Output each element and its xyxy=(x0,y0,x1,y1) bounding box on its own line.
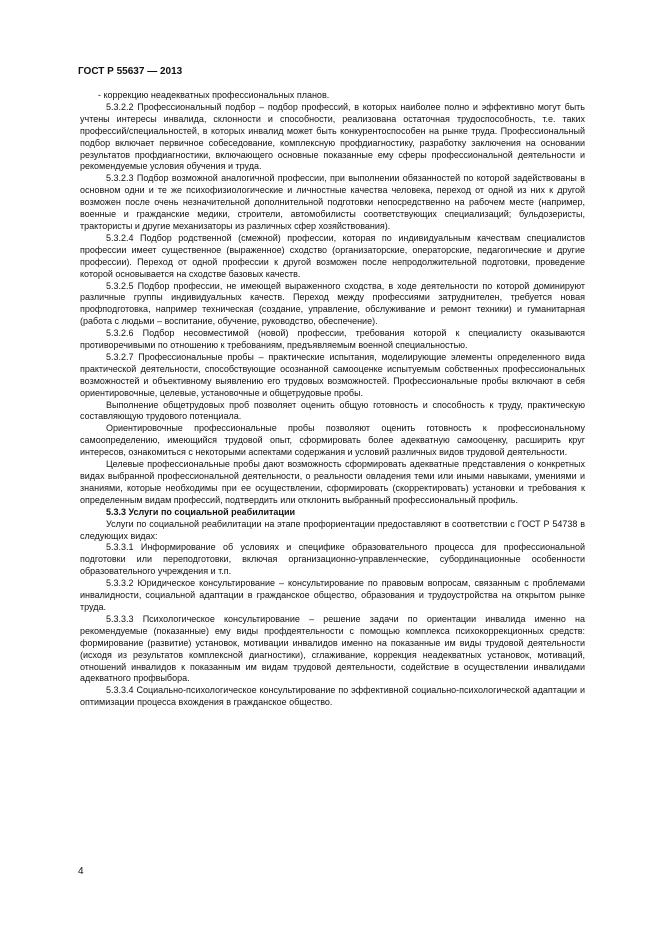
paragraph: 5.3.3.4 Социально-психологическое консультирование по эффективной социально-психологической адаптации и оптимизации процесса вхождения в гражданское общество. xyxy=(80,685,585,708)
paragraph: Целевые профессиональные пробы дают возможность сформировать адекватные представления о конкретных видах выбранной профессиональной деятельности, о реальности овладения теми или иными навыками, умениями и знаниями, которые необходимы при ее осуществлении, сформировать (скорректировать) установки и требования к определенным видам профессий, подтвердить или отклонить выбранный профессиональный профиль. xyxy=(80,459,585,505)
paragraph: 5.3.3.2 Юридическое консультирование – консультирование по правовым вопросам, связанным с проблемами инвалидности, социальной адаптации в гражданское общество, образования и трудоустройства на открытом рынке труда. xyxy=(80,578,585,612)
paragraph: 5.3.2.6 Подбор несовместимой (новой) профессии, требования которой к специалисту оказываются противоречивыми по отношению к требованиям, предъявляемым военной специальностью. xyxy=(80,328,585,351)
paragraph: 5.3.2.4 Подбор родственной (смежной) профессии, которая по индивидуальным качествам специалистов профессии имеет существенное (выраженное) сходство (организаторские, операторские, педагогические и другие профессии). Переход от одной профессии к другой возможен после непродолжительной подготовки, проведение которой основывается на сходстве базовых качеств. xyxy=(80,232,585,279)
section-heading: 5.3.3 Услуги по социальной реабилитации xyxy=(106,506,296,517)
paragraph: - коррекцию неадекватных профессиональных планов. xyxy=(98,90,330,100)
paragraph: 5.3.2.7 Профессиональные пробы – практические испытания, моделирующие элементы определенного вида практической деятельности, способствующие осознанной самооценке испытуемым собственных профессиональных возможностей и объективному выявлению его трудовых возможностей. Профессиональные пробы включают в себя ориентировочные, целевые, установочные и общетрудовые пробы. xyxy=(80,351,585,398)
document-body xyxy=(80,90,585,709)
paragraph: Услуги по социальной реабилитации на этапе профориентации предоставляют в соответствии с ГОСТ Р 54738 в следующих видах: xyxy=(80,518,585,541)
standard-header: ГОСТ Р 55637 — 2013 xyxy=(78,66,183,77)
paragraph: 5.3.2.5 Подбор профессии, не имеющей выраженного сходства, в ходе деятельности по которой доминируют различные группы индивидуальных качеств. Переход между профессиями затруднителен, требуется новая профподготовка, например техническая (создание, управление, обслуживание и ремонт техники) и гуманитарная (работа с людьми – воспитание, обучение, руководство, обеспечение). xyxy=(80,280,585,327)
paragraph: Выполнение общетрудовых проб позволяет оценить общую готовность и способность к труду, практическую составляющую трудового потенциала. xyxy=(80,399,585,422)
paragraph: 5.3.3.3 Психологическое консультирование – решение задачи по ориентации инвалида именно на рекомендуемые (показанные) ему виды профдеятельности с помощью комплекса психокоррекционных средств: формирование (развитие) установок, мотивации инвалидов именно на показанные им виды трудовой деятельности (исходя из результатов комплексной диагностики), сглаживание, коррекция неадекватных установок, мотиваций, отношений инвалидов к показанным им видам трудовой деятельности, содействие в осуществлении инвалидами адекватного профвыбора. xyxy=(80,613,585,684)
paragraph: Ориентировочные профессиональные пробы позволяют оценить готовность к профессиональному самоопределению, имеющийся трудовой опыт, сформировать более адекватную самооценку, расширить круг интересов, ознакомиться с некоторыми аспектами содержания и условий различных видов трудовой деятельности. xyxy=(80,423,585,458)
paragraph: 5.3.2.2 Профессиональный подбор – подбор профессий, в которых наиболее полно и эффективно могут быть учтены интересы инвалида, склонности и способности, реализована остаточная трудоспособность, т.е. таких профессий/специальностей, в которых инвалид может быть конкурентоспособен на рынке труда. Профессиональный подбор включает первичное собеседование, комплексную профдиагностику, разработку заключения на основании результатов профдиагностики, включающего основные показанные ему сферы профессиональной деятельности и рекомендуемые условия обучения и труда. xyxy=(80,101,585,172)
page-number: 4 xyxy=(78,866,84,877)
paragraph: 5.3.2.3 Подбор возможной аналогичной профессии, при выполнении обязанностей по которой задействованы в основном одни и те же психофизиологические и личностные качества человека, переход от одной из них к другой возможен после очень незначительной дополнительной подготовки непосредственно на рабочем месте (например, военные и гражданские медики, строители, автомобилисты соответствующих специализаций; бульдозеристы, трактористы и другие механизаторы из различных сфер хозяйствования). xyxy=(80,173,585,231)
paragraph: 5.3.3.1 Информирование об условиях и специфике образовательного процесса для профессиональной подготовки или переподготовки, включая организационно-управленческие, субординационные особенности образовательного учреждения и т.п. xyxy=(80,542,585,577)
